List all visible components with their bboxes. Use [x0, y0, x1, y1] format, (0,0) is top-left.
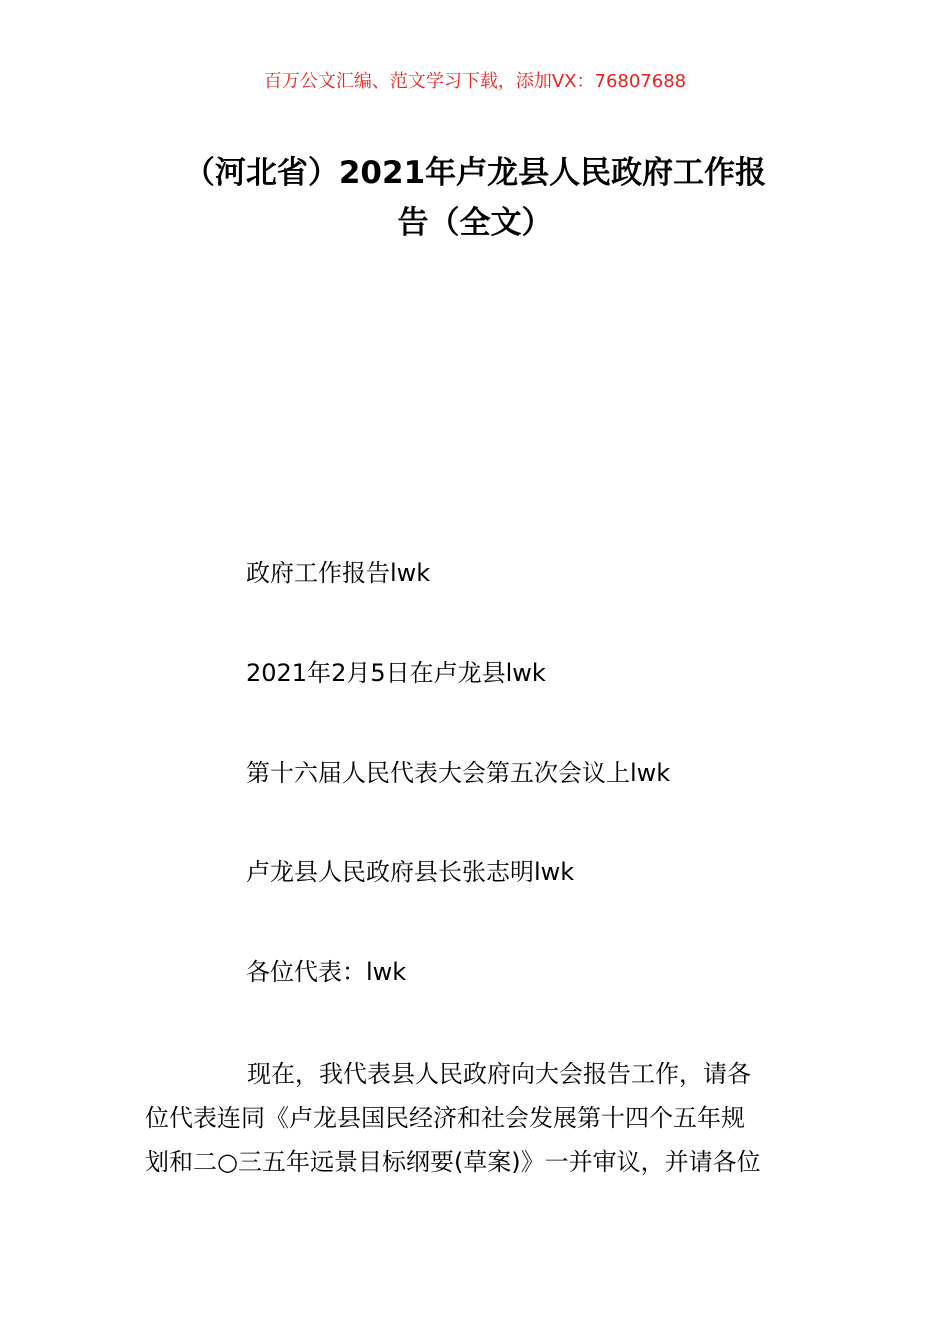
meta-session: 第十六届人民代表大会第五次会议上lwk — [246, 759, 671, 787]
body-line-1: 现在，我代表县人民政府向大会报告工作，请各 — [247, 1060, 751, 1088]
body-line-2: 位代表连同《卢龙县国民经济和社会发展第十四个五年规 — [145, 1104, 745, 1132]
meta-date-location: 2021年2月5日在卢龙县lwk — [246, 659, 546, 687]
document-title — [120, 148, 830, 248]
body-paragraph — [145, 1052, 809, 1184]
meta-salutation: 各位代表：lwk — [246, 958, 407, 986]
body-line-3: 划和二○三五年远景目标纲要(草案)》一并审议，并请各位 — [145, 1148, 761, 1176]
promo-header-text: 百万公文汇编、范文学习下载，添加VX：76807688 — [263, 71, 687, 92]
document-title-line-2: 告（全文） — [397, 205, 553, 241]
meta-report-name: 政府工作报告lwk — [246, 559, 431, 587]
meta-speaker: 卢龙县人民政府县长张志明lwk — [246, 858, 575, 886]
document-title-line-1: （河北省）2021年卢龙县人民政府工作报 — [183, 155, 767, 191]
